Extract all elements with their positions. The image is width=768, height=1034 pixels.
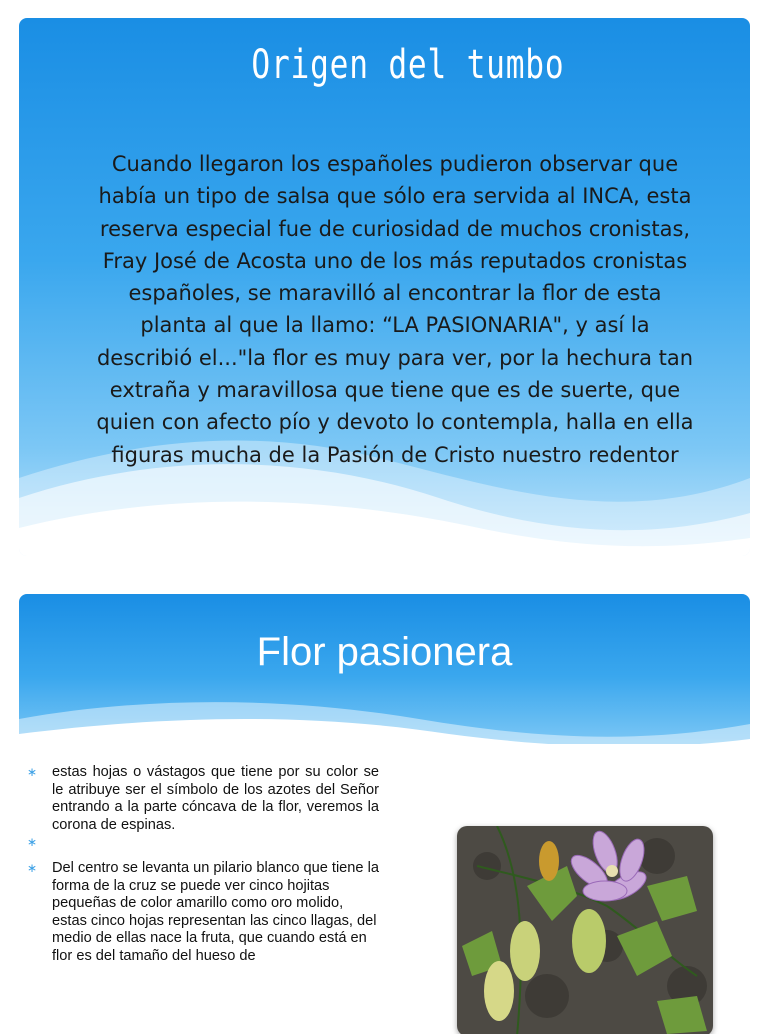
bullet-text: estas hojas o vástagos que tiene por su color se le atribuye ser el símbolo de los azotes del Señor entrando a la parte cóncava de la flor, veremos la corona de espinas.: [52, 764, 379, 833]
bullet-icon: ∗: [27, 765, 38, 779]
slide-body-text: Cuando llegaron los españoles pudieron observar que había un tipo de salsa que sólo era servida al INCA, esta reserva especial fue de curiosidad de muchos cronistas, Fray José de Acosta uno de los más reputados cronistas españoles, se maravilló al encontrar la flor de esta planta al que la llamo: “LA PASIONARIA", y así la describió el..."la flor es muy para ver, por la hechura tan extraña y maravillosa que tiene que es de suerte, que quien con afecto pío y devoto lo contempla, halla en ella figuras mucha de la Pasión de Cristo nuestro redentor: [96, 152, 694, 467]
slide-flor-pasionera: [19, 594, 750, 1034]
slide-origen: [19, 18, 750, 556]
bullet-icon: ∗: [27, 835, 38, 849]
bullet-icon: ∗: [27, 861, 38, 875]
list-item: [19, 860, 379, 965]
slide-title: Origen del tumbo: [251, 42, 565, 88]
passion-flower-icon: [457, 826, 713, 1034]
bullet-text: Del centro se levanta un pilario blanco que tiene la forma de la cruz se puede ver cinco hojitas pequeñas de color amarillo como oro molido, estas cinco hojas representan las cinco llagas, del medio de ellas nace la fruta, que cuando está en flor es del tamaño del hueso de: [52, 860, 379, 964]
list-item: [19, 764, 379, 834]
slide-title: Flor pasionera: [256, 630, 513, 674]
list-item: [19, 834, 379, 856]
wave-decoration: [19, 689, 750, 764]
passion-flower-photo: [457, 826, 713, 1034]
bullet-list: [19, 764, 379, 965]
